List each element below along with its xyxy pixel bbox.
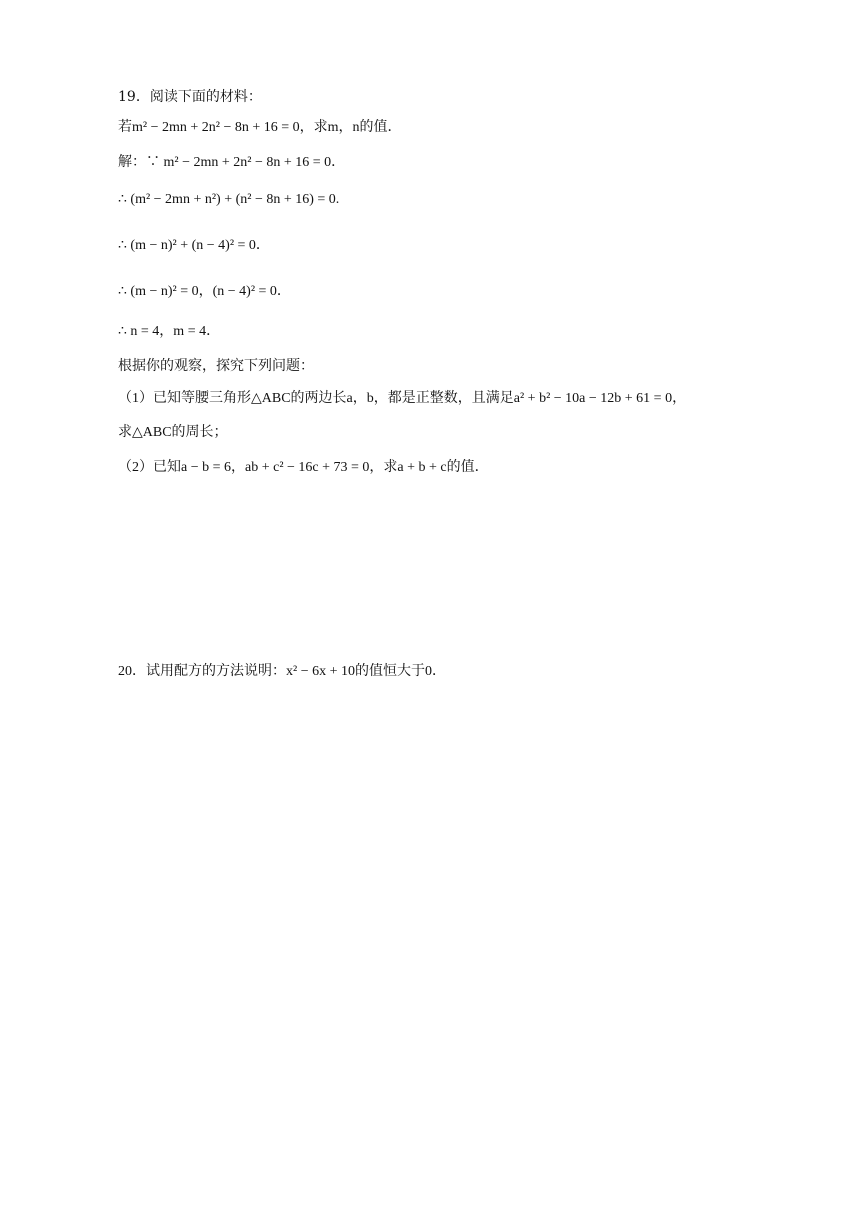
solution-step-2: ∴ (m − n)² + (n − 4)² = 0． bbox=[118, 238, 270, 253]
part-1-question-line-1: （1）已知等腰三角形△ABC的两边长a，b，都是正整数，且满足a² + b² − 10a − 12b + 61 = 0， bbox=[118, 391, 687, 406]
solution-label: 解：∵ m² − 2mn + 2n² − 8n + 16 = 0． bbox=[118, 155, 346, 170]
problem-19-heading: 19．阅读下面的材料： bbox=[118, 89, 262, 105]
solution-step-3: ∴ (m − n)² = 0，(n − 4)² = 0． bbox=[118, 284, 291, 299]
part-1-question-line-2: 求△ABC的周长； bbox=[118, 425, 228, 440]
exploration-prompt: 根据你的观察，探究下列问题： bbox=[118, 358, 314, 374]
solution-step-1: ∴ (m² − 2mn + n²) + (n² − 8n + 16) = 0. bbox=[118, 192, 340, 207]
problem-20-text: 20．试用配方的方法说明：x² − 6x + 10的值恒大于0． bbox=[118, 664, 446, 679]
solution-step-4: ∴ n = 4，m = 4． bbox=[118, 324, 221, 339]
part-2-question: （2）已知a − b = 6，ab + c² − 16c + 73 = 0，求a + b + c的值． bbox=[118, 460, 489, 475]
problem-19-given: 若m² − 2mn + 2n² − 8n + 16 = 0，求m，n的值． bbox=[118, 120, 402, 135]
